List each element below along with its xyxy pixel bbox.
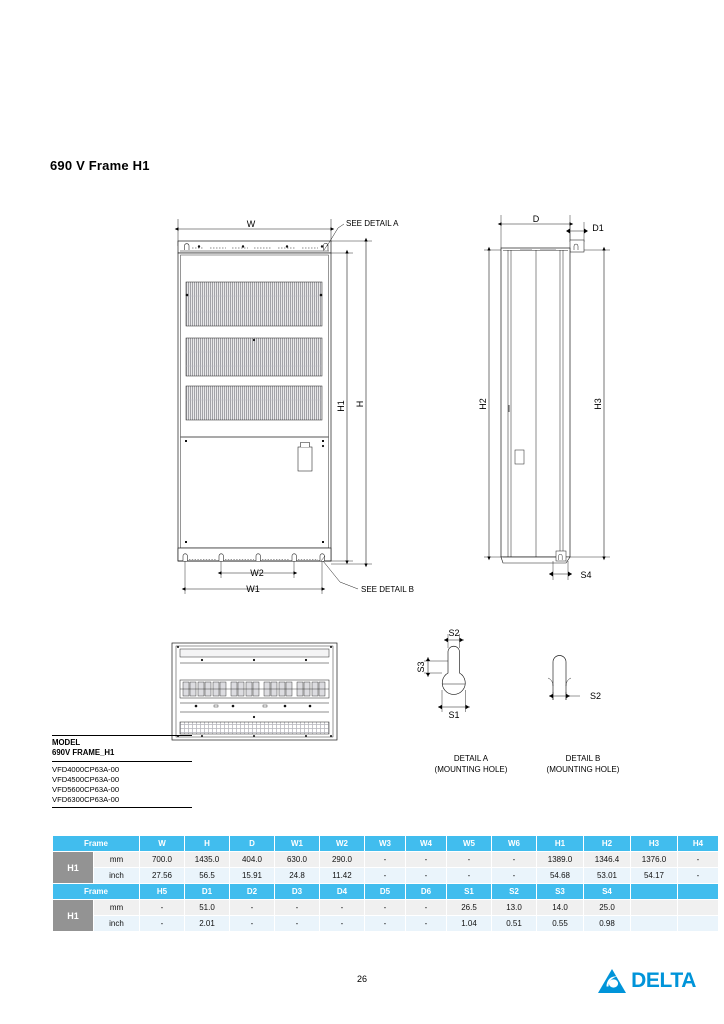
label-w2: W2 [250,568,264,578]
col-header: H5 [140,884,184,899]
unit-label-inch: inch [94,868,139,883]
col-header: H3 [631,836,677,851]
cell-value: 1346.4 [584,852,630,867]
list-item: VFD6300CP63A-00 [52,794,120,804]
cell-blank [678,916,718,931]
col-header [678,884,718,899]
cell-value: 25.0 [584,900,630,915]
col-header: W3 [365,836,405,851]
table-header-row-2 [53,884,718,899]
col-header: H [185,836,229,851]
page-title: 690 V Frame H1 [50,158,150,173]
label-h3: H3 [593,398,603,410]
frame-value-1: H1 [53,852,93,883]
cell-value: - [230,916,274,931]
cell-value: - [365,868,405,883]
keypad-module [298,443,312,472]
cell-value: 53.01 [584,868,630,883]
cell-value: 0.55 [537,916,583,931]
dimension-h3 [570,250,610,557]
label-detail-a-s3: S3 [416,661,426,673]
unit-label-inch: inch [94,916,139,931]
cell-value: - [365,852,405,867]
unit-label-mm: mm [94,852,139,867]
model-rule-bottom [52,807,192,808]
cell-value: 26.5 [447,900,491,915]
frame-value-2: H1 [53,900,93,931]
cell-value: - [406,916,446,931]
cell-value: - [492,852,536,867]
frame-header-2: Frame [53,884,139,899]
bottom-view [172,643,337,740]
cell-value: 290.0 [320,852,364,867]
col-header [631,884,677,899]
label-h1: H1 [336,400,346,412]
cell-value: 1.04 [447,916,491,931]
cell-value: 13.0 [492,900,536,915]
cell-value: - [230,900,274,915]
cell-value: - [678,852,718,867]
table-row [53,900,718,915]
col-header: W4 [406,836,446,851]
unit-label-mm: mm [94,900,139,915]
cell-value: - [140,900,184,915]
cell-value: 0.51 [492,916,536,931]
delta-logo [597,968,696,994]
cell-value: - [406,868,446,883]
detail-b-drawing [548,656,580,700]
label-d: D [532,214,540,224]
cell-value: 0.98 [584,916,630,931]
cell-value: - [447,852,491,867]
cell-value: - [320,916,364,931]
col-header: H1 [537,836,583,851]
model-block [52,735,192,808]
dimension-d1 [566,222,588,242]
col-header: S3 [537,884,583,899]
cell-value: - [275,900,319,915]
frame-header-1: Frame [53,836,139,851]
cell-value: - [447,868,491,883]
label-h: H [355,400,365,408]
cell-value: - [365,916,405,931]
detail-a-drawing [424,634,470,712]
label-h2: H2 [478,398,488,410]
page-number: 26 [356,974,367,984]
list-item: VFD4000CP63A-00 [52,764,120,774]
cell-value: - [275,916,319,931]
col-header: D3 [275,884,319,899]
model-heading [52,736,192,761]
label-w1: W1 [246,584,260,594]
col-header: W2 [320,836,364,851]
cell-value: 1376.0 [631,852,677,867]
cell-value: 51.0 [185,900,229,915]
cell-value: 27.56 [140,868,184,883]
list-item: VFD5600CP63A-00 [52,784,120,794]
detail-a-title: DETAIL A [453,754,489,763]
cell-value: - [320,900,364,915]
cell-value: 700.0 [140,852,184,867]
delta-mark-icon [597,968,627,994]
col-header: W6 [492,836,536,851]
col-header: S2 [492,884,536,899]
cell-value: 15.91 [230,868,274,883]
cell-blank [631,916,677,931]
specification-table [52,835,719,932]
label-d1: D1 [592,223,604,233]
col-header: D5 [365,884,405,899]
col-header: W1 [275,836,319,851]
cell-value: - [406,900,446,915]
list-item: VFD4500CP63A-00 [52,774,120,784]
table-row [53,916,718,931]
col-header: H2 [584,836,630,851]
col-header: D1 [185,884,229,899]
dimension-s4 [549,561,572,580]
label-s4: S4 [580,570,592,580]
col-header: S4 [584,884,630,899]
col-header: S1 [447,884,491,899]
delta-wordmark: DELTA [631,969,696,992]
col-header: D2 [230,884,274,899]
model-heading-line1: MODEL [52,738,81,747]
label-see-detail-b: SEE DETAIL B [361,585,414,594]
detail-a-subtitle: (MOUNTING HOLE) [434,765,508,774]
label-w: W [246,219,256,229]
cell-value: - [140,916,184,931]
table-row [53,852,718,867]
cell-value: 404.0 [230,852,274,867]
col-header: W [140,836,184,851]
col-header: H4 [678,836,718,851]
cell-value: 11.42 [320,868,364,883]
ventilation-grilles [186,282,322,420]
col-header: D4 [320,884,364,899]
col-header: D6 [406,884,446,899]
side-view [484,215,610,580]
cell-value: - [365,900,405,915]
cell-value: - [406,852,446,867]
detail-b-title: DETAIL B [565,754,601,763]
label-see-detail-a: SEE DETAIL A [346,219,399,228]
cell-blank [631,900,677,915]
label-detail-a-s2: S2 [448,628,460,638]
detail-b-subtitle: (MOUNTING HOLE) [546,765,620,774]
cell-value: 56.5 [185,868,229,883]
col-header: W5 [447,836,491,851]
cell-value: 2.01 [185,916,229,931]
cell-value: 24.8 [275,868,319,883]
cell-value: 54.17 [631,868,677,883]
model-list [52,762,192,807]
cell-value: 54.68 [537,868,583,883]
cell-value: 630.0 [275,852,319,867]
cell-blank [678,900,718,915]
label-detail-b-s2: S2 [590,691,602,701]
cell-value: 14.0 [537,900,583,915]
model-heading-line2: 690V FRAME_H1 [52,748,115,758]
leader-detail-b [323,561,358,589]
table-row [53,868,718,883]
col-header: D [230,836,274,851]
cell-value: - [678,868,718,883]
cell-value: 1435.0 [185,852,229,867]
cell-value: - [492,868,536,883]
table-header-row-1 [53,836,718,851]
label-detail-a-s1: S1 [448,710,460,720]
cell-value: 1389.0 [537,852,583,867]
